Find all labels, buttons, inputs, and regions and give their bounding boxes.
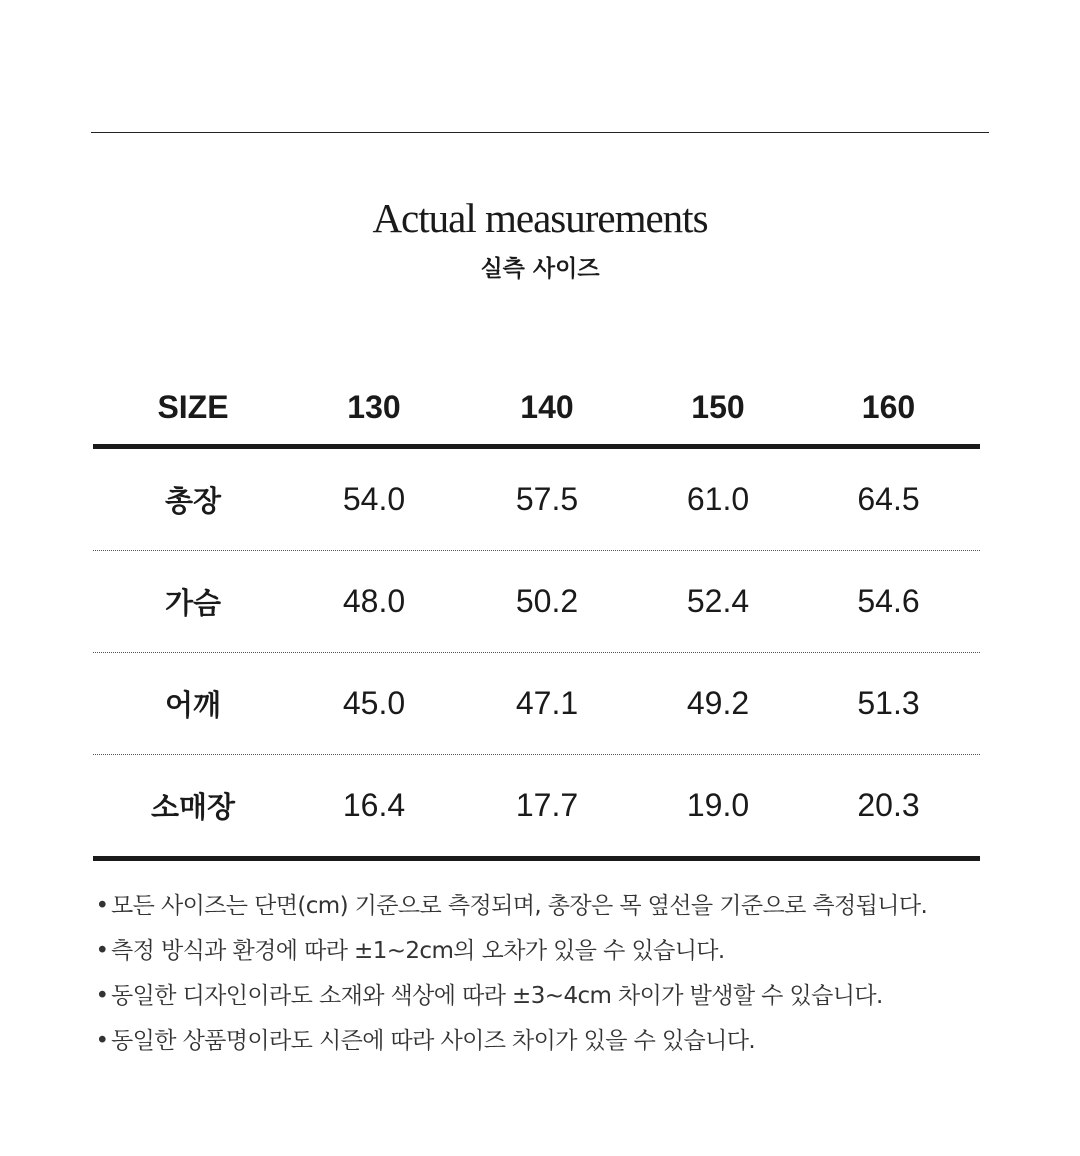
table-cell: 54.6 bbox=[857, 583, 920, 619]
note-text: 측정 방식과 환경에 따라 ±1~2cm의 오차가 있을 수 있습니다. bbox=[111, 938, 725, 964]
row-label: 소매장 bbox=[150, 790, 236, 824]
table-cell: 20.3 bbox=[857, 787, 920, 823]
page-subtitle: 실측 사이즈 bbox=[480, 256, 600, 282]
list-item bbox=[93, 976, 993, 1021]
note-text: 동일한 디자인이라도 소재와 색상에 따라 ±3~4cm 차이가 발생할 수 있습니다. bbox=[111, 983, 883, 1009]
table-cell: 19.0 bbox=[686, 787, 750, 823]
page-title: Actual measurements bbox=[372, 195, 708, 241]
notes-list bbox=[93, 886, 993, 1066]
row-label: 총장 bbox=[164, 484, 222, 518]
table-cell: 16.4 bbox=[342, 787, 406, 823]
bullet-icon: • bbox=[95, 983, 109, 1009]
header-130: 130 bbox=[347, 388, 401, 425]
size-table bbox=[93, 370, 980, 861]
bullet-icon: • bbox=[95, 893, 109, 919]
table-cell: 17.7 bbox=[515, 787, 579, 823]
table-cell: 54.0 bbox=[342, 481, 406, 517]
table-header-row bbox=[93, 370, 980, 444]
table-cell: 48.0 bbox=[342, 583, 406, 619]
note-text: 동일한 상품명이라도 시즌에 따라 사이즈 차이가 있을 수 있습니다. bbox=[111, 1028, 756, 1054]
bullet-icon: • bbox=[95, 1028, 109, 1054]
table-cell: 49.2 bbox=[686, 685, 750, 721]
note-text: 모든 사이즈는 단면(cm) 기준으로 측정되며, 총장은 목 옆선을 기준으로 측정됩니다. bbox=[111, 893, 928, 919]
table-cell: 51.3 bbox=[857, 685, 920, 721]
table-bottom-divider bbox=[93, 856, 980, 861]
header-160: 160 bbox=[861, 388, 916, 425]
table-cell: 47.1 bbox=[515, 685, 579, 721]
list-item bbox=[93, 1021, 993, 1066]
top-divider bbox=[91, 132, 989, 133]
bullet-icon: • bbox=[95, 938, 109, 964]
header-size: SIZE bbox=[157, 388, 229, 425]
table-cell: 45.0 bbox=[342, 685, 406, 721]
table-cell: 57.5 bbox=[515, 481, 579, 517]
header-150: 150 bbox=[691, 388, 745, 425]
table-row bbox=[93, 551, 980, 652]
list-item bbox=[93, 931, 993, 976]
table-row bbox=[93, 755, 980, 856]
row-label: 가슴 bbox=[164, 586, 222, 620]
list-item bbox=[93, 886, 993, 931]
row-label: 어깨 bbox=[164, 688, 222, 722]
table-cell: 50.2 bbox=[515, 583, 579, 619]
table-cell: 61.0 bbox=[686, 481, 750, 517]
table-row bbox=[93, 653, 980, 754]
table-row bbox=[93, 449, 980, 550]
table-cell: 52.4 bbox=[686, 583, 750, 619]
table-cell: 64.5 bbox=[857, 481, 920, 517]
header-140: 140 bbox=[520, 388, 574, 425]
